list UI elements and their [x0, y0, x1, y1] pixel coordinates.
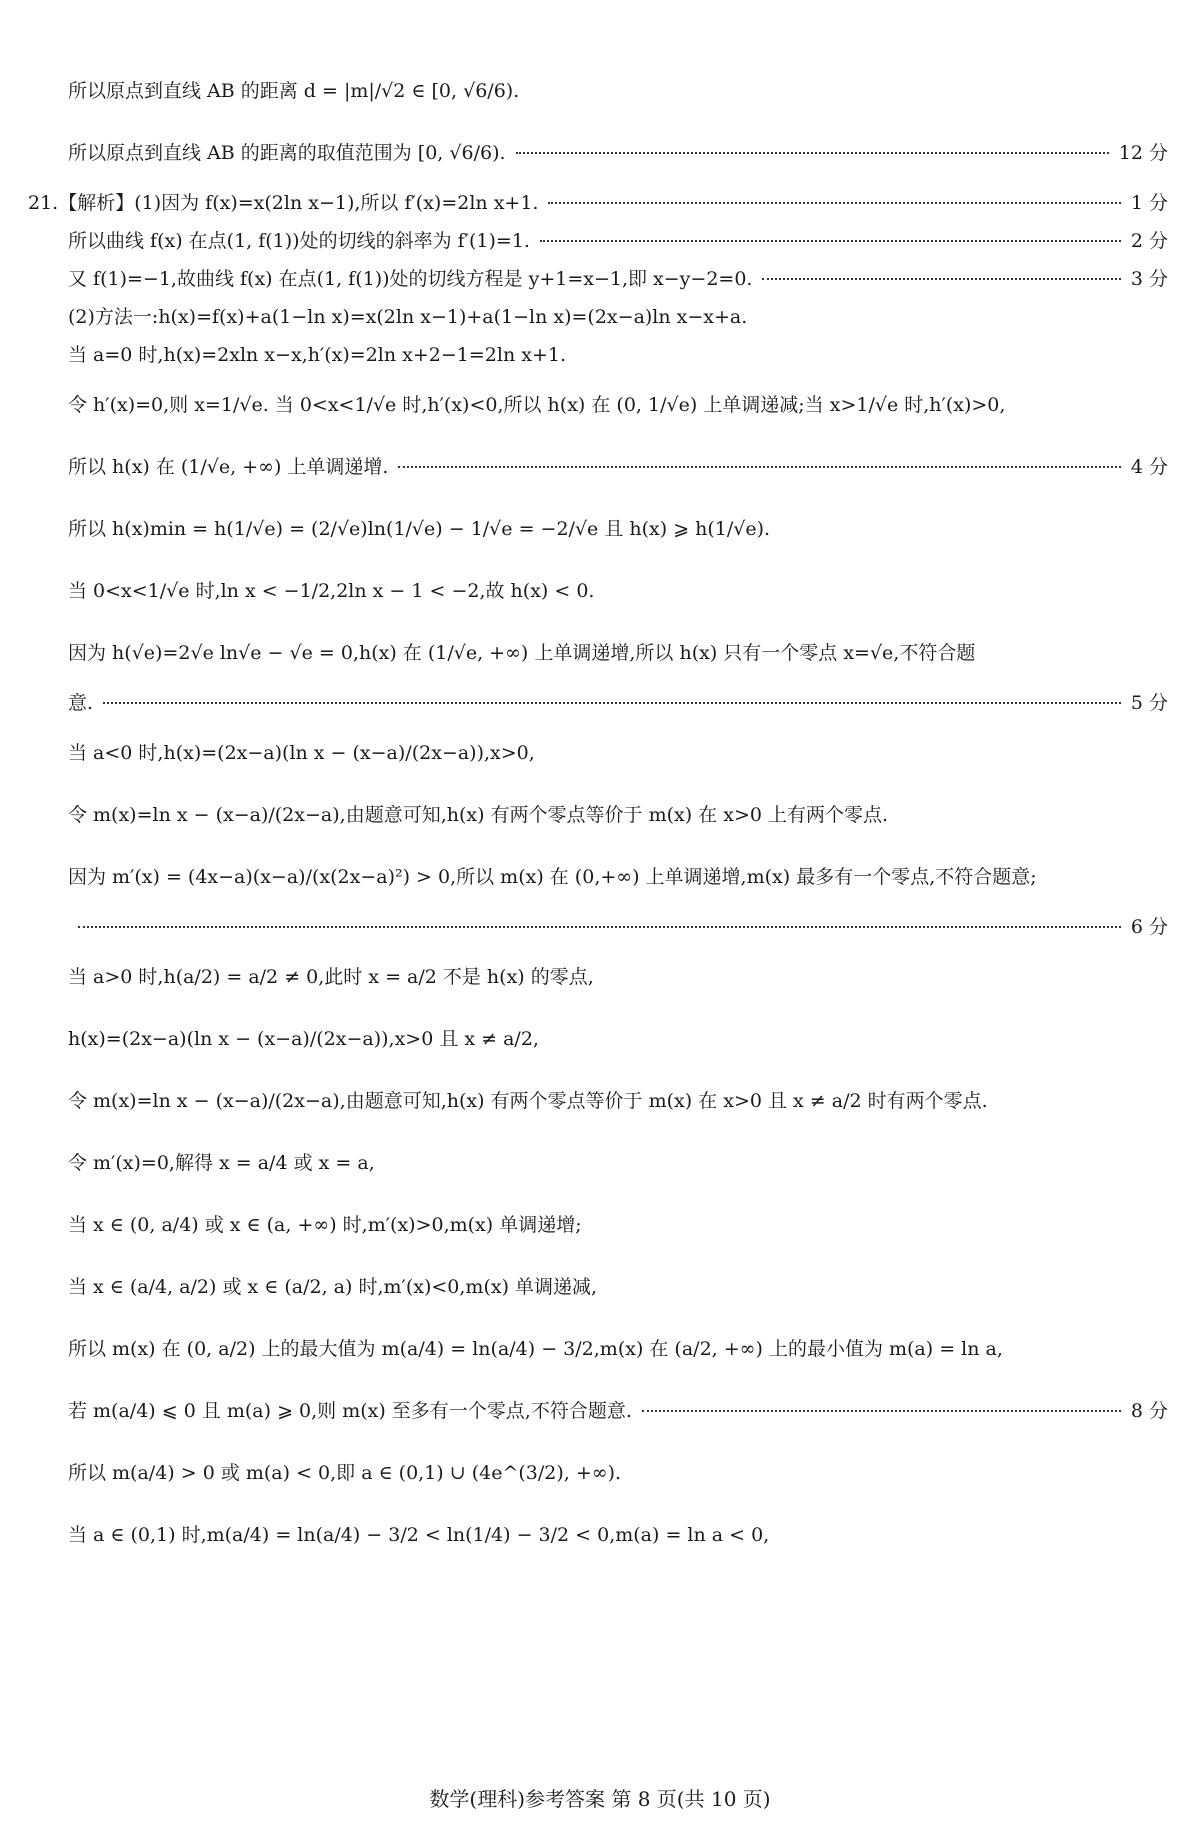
answer-line-26 — [68, 1442, 1168, 1504]
answer-line-12 — [68, 622, 1168, 684]
line-text: 令 h′(x)=0,则 x=1/√e. 当 0<x<1/√e 时,h′(x)<0,所以 h(x) 在 (0, 1/√e) 上单调递减;当 x>1/√e 时,h′(x)>0, — [68, 393, 1006, 416]
answer-line-22 — [68, 1194, 1168, 1256]
answer-line-2 — [68, 122, 1168, 184]
score-label: 3 分 — [1130, 267, 1168, 290]
score-label: 1 分 — [1130, 191, 1168, 214]
line-text: 意. — [68, 691, 94, 714]
dot-leader — [78, 926, 1121, 928]
score-label: 6 分 — [1130, 915, 1168, 938]
line-text: 令 m(x)=ln x − (x−a)/(2x−a),由题意可知,h(x) 有两个零点等价于 m(x) 在 x>0 且 x ≠ a/2 时有两个零点. — [68, 1089, 988, 1112]
line-text: 因为 h(√e)=2√e ln√e − √e = 0,h(x) 在 (1/√e, +∞) 上单调递增,所以 h(x) 只有一个零点 x=√e,不符合题 — [68, 641, 976, 664]
dot-leader — [762, 278, 1120, 280]
answer-line-17 — [68, 908, 1168, 946]
answer-line-21 — [68, 1132, 1168, 1194]
answer-line-4 — [68, 222, 1168, 260]
answer-line-5 — [68, 260, 1168, 298]
answer-line-18 — [68, 946, 1168, 1008]
dot-leader — [398, 466, 1120, 468]
answer-line-11 — [68, 560, 1168, 622]
score-label: 4 分 — [1130, 455, 1168, 478]
answer-line-13 — [68, 684, 1168, 722]
line-text: 所以原点到直线 AB 的距离的取值范围为 [0, √6/6). — [68, 141, 506, 164]
line-text: (2)方法一:h(x)=f(x)+a(1−ln x)=x(2ln x−1)+a(1−ln x)=(2x−a)ln x−x+a. — [68, 305, 748, 328]
answer-line-23 — [68, 1256, 1168, 1318]
line-text: 当 a<0 时,h(x)=(2x−a)(ln x − (x−a)/(2x−a)),x>0, — [68, 741, 535, 764]
line-text: 当 0<x<1/√e 时,ln x < −1/2,2ln x − 1 < −2,故 h(x) < 0. — [68, 579, 595, 602]
line-text: 当 a ∈ (0,1) 时,m(a/4) = ln(a/4) − 3/2 < ln(1/4) − 3/2 < 0,m(a) = ln a < 0, — [68, 1523, 770, 1546]
answer-line-20 — [68, 1070, 1168, 1132]
answer-line-19 — [68, 1008, 1168, 1070]
answer-line-1 — [68, 60, 1168, 122]
line-text: 所以原点到直线 AB 的距离 d = |m|/√2 ∈ [0, √6/6). — [68, 79, 520, 102]
line-text: 所以 m(a/4) > 0 或 m(a) < 0,即 a ∈ (0,1) ∪ (4e^(3/2), +∞). — [68, 1461, 622, 1484]
line-text: 当 x ∈ (0, a/4) 或 x ∈ (a, +∞) 时,m′(x)>0,m(x) 单调递增; — [68, 1213, 582, 1236]
question-heading: 21.【解析】(1)因为 f(x)=x(2ln x−1),所以 f′(x)=2ln x+1. — [28, 191, 539, 214]
answer-line-15 — [68, 784, 1168, 846]
line-text: 当 x ∈ (a/4, a/2) 或 x ∈ (a/2, a) 时,m′(x)<0,m(x) 单调递减, — [68, 1275, 598, 1298]
answer-line-16 — [68, 846, 1168, 908]
line-text: 若 m(a/4) ⩽ 0 且 m(a) ⩾ 0,则 m(x) 至多有一个零点,不符合题意. — [68, 1399, 632, 1422]
answer-line-7 — [68, 336, 1168, 374]
answer-line-14 — [68, 722, 1168, 784]
score-label: 12 分 — [1118, 141, 1168, 164]
line-text: 所以曲线 f(x) 在点(1, f(1))处的切线的斜率为 f′(1)=1. — [68, 229, 530, 252]
line-text: 所以 h(x)min = h(1/√e) = (2/√e)ln(1/√e) − 1/√e = −2/√e 且 h(x) ⩾ h(1/√e). — [68, 517, 771, 540]
score-label: 2 分 — [1130, 229, 1168, 252]
page-footer: 数学(理科)参考答案 第 8 页(共 10 页) — [429, 1787, 771, 1811]
dot-leader — [540, 240, 1121, 242]
line-text: 所以 m(x) 在 (0, a/2) 上的最大值为 m(a/4) = ln(a/4) − 3/2,m(x) 在 (a/2, +∞) 上的最小值为 m(a) = ln a, — [68, 1337, 1003, 1360]
line-text: 当 a=0 时,h(x)=2xln x−x,h′(x)=2ln x+2−1=2ln x+1. — [68, 343, 567, 366]
line-text: h(x)=(2x−a)(ln x − (x−a)/(2x−a)),x>0 且 x ≠ a/2, — [68, 1027, 539, 1050]
score-label: 5 分 — [1130, 691, 1168, 714]
line-text: 所以 h(x) 在 (1/√e, +∞) 上单调递增. — [68, 455, 389, 478]
dot-leader — [103, 702, 1121, 704]
dot-leader — [516, 152, 1109, 154]
answer-line-8 — [68, 374, 1168, 436]
answer-line-6 — [68, 298, 1168, 336]
score-label: 8 分 — [1130, 1399, 1168, 1422]
dot-leader — [548, 202, 1120, 204]
line-text: 令 m′(x)=0,解得 x = a/4 或 x = a, — [68, 1151, 375, 1174]
line-text: 令 m(x)=ln x − (x−a)/(2x−a),由题意可知,h(x) 有两个零点等价于 m(x) 在 x>0 上有两个零点. — [68, 803, 889, 826]
answer-line-25 — [68, 1380, 1168, 1442]
answer-line-24 — [68, 1318, 1168, 1380]
answer-line-10 — [68, 498, 1168, 560]
dot-leader — [642, 1410, 1121, 1412]
answer-line-9 — [68, 436, 1168, 498]
line-text: 因为 m′(x) = (4x−a)(x−a)/(x(2x−a)²) > 0,所以 m(x) 在 (0,+∞) 上单调递增,m(x) 最多有一个零点,不符合题意; — [68, 865, 1037, 888]
answer-line-27 — [68, 1504, 1168, 1566]
answer-line-3 — [28, 184, 1168, 222]
line-text: 当 a>0 时,h(a/2) = a/2 ≠ 0,此时 x = a/2 不是 h(x) 的零点, — [68, 965, 594, 988]
line-text: 又 f(1)=−1,故曲线 f(x) 在点(1, f(1))处的切线方程是 y+1=x−1,即 x−y−2=0. — [68, 267, 753, 290]
